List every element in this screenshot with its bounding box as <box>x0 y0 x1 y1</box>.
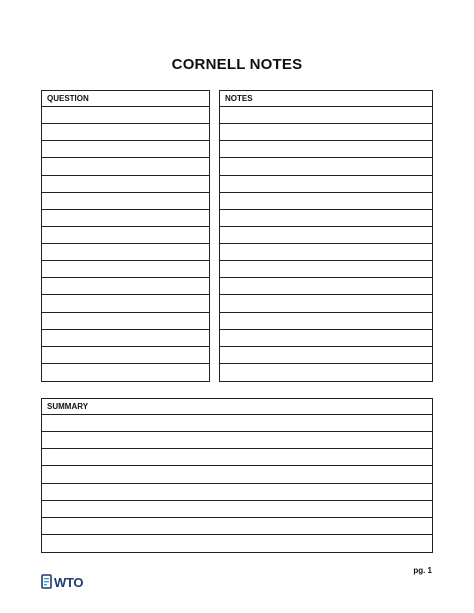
writing-line <box>42 535 432 552</box>
writing-line <box>220 227 432 244</box>
writing-line <box>220 210 432 227</box>
writing-line <box>42 432 432 449</box>
page-title: CORNELL NOTES <box>171 56 303 73</box>
writing-line <box>220 364 432 381</box>
question-lines <box>42 107 209 381</box>
question-column <box>41 90 210 382</box>
writing-line <box>220 261 432 278</box>
writing-line <box>42 193 209 210</box>
writing-line <box>42 518 432 535</box>
notes-lines <box>220 107 432 381</box>
writing-line <box>220 295 432 312</box>
question-header: QUESTION <box>42 91 209 107</box>
writing-line <box>42 107 209 124</box>
writing-line <box>42 501 432 518</box>
writing-line <box>42 176 209 193</box>
footer-logo <box>41 573 83 591</box>
notes-header: NOTES <box>220 91 432 107</box>
summary-section <box>41 398 433 553</box>
writing-line <box>42 364 209 381</box>
writing-line <box>220 244 432 261</box>
writing-line <box>42 347 209 364</box>
writing-line <box>42 141 209 158</box>
summary-header: SUMMARY <box>42 399 432 415</box>
writing-line <box>42 313 209 330</box>
writing-line <box>42 124 209 141</box>
writing-line <box>220 141 432 158</box>
writing-line <box>220 107 432 124</box>
writing-line <box>220 158 432 175</box>
writing-line <box>42 415 432 432</box>
writing-line <box>42 449 432 466</box>
document-logo-icon <box>41 574 53 590</box>
writing-line <box>42 158 209 175</box>
summary-lines <box>42 415 432 552</box>
writing-line <box>220 330 432 347</box>
logo-text: WTO <box>54 574 84 590</box>
writing-line <box>42 484 432 501</box>
writing-line <box>42 330 209 347</box>
writing-line <box>42 278 209 295</box>
writing-line <box>220 176 432 193</box>
writing-line <box>42 466 432 483</box>
writing-line <box>42 244 209 261</box>
writing-line <box>42 295 209 312</box>
page-number: pg. 1 <box>413 566 432 575</box>
writing-line <box>42 261 209 278</box>
writing-line <box>220 278 432 295</box>
writing-line <box>220 193 432 210</box>
writing-line <box>220 313 432 330</box>
notes-column <box>219 90 433 382</box>
writing-line <box>220 124 432 141</box>
writing-line <box>42 227 209 244</box>
writing-line <box>42 210 209 227</box>
writing-line <box>220 347 432 364</box>
